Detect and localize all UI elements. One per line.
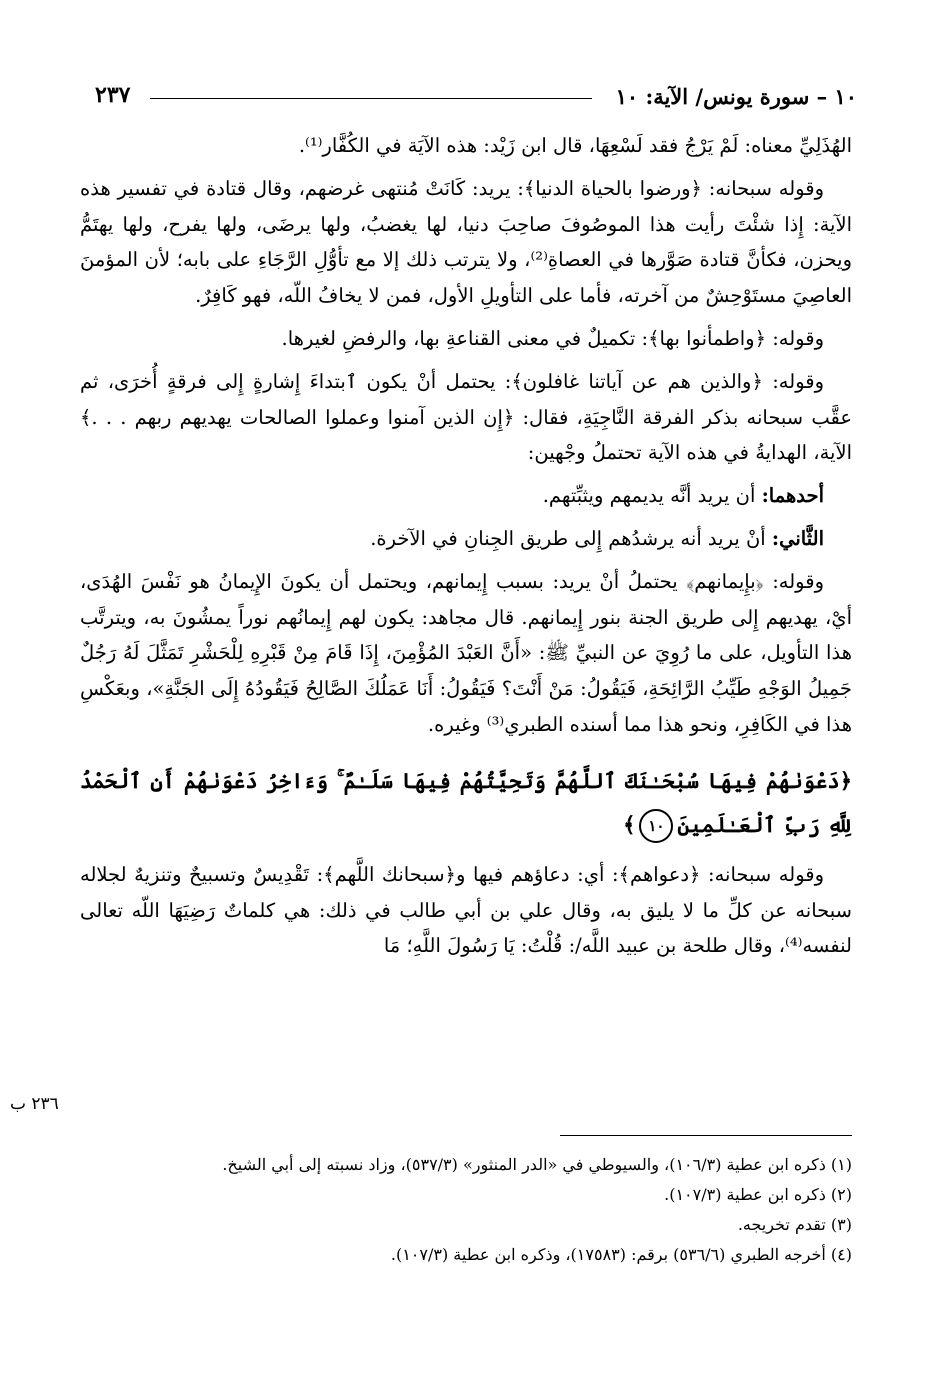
paragraph: وقوله سبحانه: ﴿ورضوا بالحياة الدنيا﴾: يريد: كَانَتْ مُنتهى غرضهم، وقال قتادة في تفسير هذه الآية: إِذا شئْتَ رأيت هذا الموصُوفَ صاحِبَ دنيا، لها يغضبُ، ولها يرضَى، ولها يفرح، ولها يهتَمُّ ويحزن، فكأنَّ قتادة صَوَّرها في العصاةِ⁽²⁾، ولا يترتب ذلك إلا مع تأوُّلِ الرَّجَاءِ على بابه؛ لأن المؤمنَ العاصِيَ مستَوْحِشٌ من آخرته، فأما على التأويلِ الأول، فمن لا يخافُ اللّه، فهو كَافِرٌ. — [80, 176, 852, 308]
header-rule — [150, 98, 592, 99]
paragraph: وقوله: ﴿واطمأنوا بها﴾: تكميلٌ في معنى القناعةِ بها، والرفضِ لغيرها. — [281, 326, 824, 350]
quran-verse-close: ﴾ — [623, 811, 636, 837]
main-text — [80, 128, 852, 971]
paragraph-text: أنْ يريد أنه يرشدُهم إِلى طريق الجِنانِ في الآخرة. — [370, 526, 772, 550]
paragraph — [80, 521, 852, 557]
ayah-number-mark: ١٠ — [639, 809, 673, 843]
footnote — [92, 1180, 852, 1210]
footnote — [92, 1210, 852, 1240]
footnote-rule — [560, 1135, 852, 1136]
footnote-number: (٣) — [830, 1215, 852, 1234]
footnote-text: أخرجه الطبري (٥٣٦/٦) برقم: (١٧٥٨٣)، وذكره ابن عطية (١٠٧/٣). — [390, 1245, 826, 1264]
footnote-text: تقدم تخريجه. — [737, 1215, 826, 1234]
footnote-number: (١) — [830, 1155, 852, 1174]
quran-verse — [80, 759, 852, 847]
header-title: ١٠ – سورة يونس/ الآية: ١٠ — [615, 84, 857, 109]
paragraph-text: أن يريد أنَّه يديمهم ويثبِّتهم. — [542, 484, 762, 508]
paragraph-label: الثَّاني: — [771, 526, 824, 550]
paragraph-label: أحدهما: — [761, 484, 824, 508]
footnote-number: (٤) — [830, 1245, 852, 1264]
footnote-number: (٢) — [830, 1185, 852, 1204]
manuscript-folio-note: ٢٣٦ ب — [10, 1094, 59, 1114]
paragraph — [80, 478, 852, 514]
paragraph: وقوله: ﴿والذين هم عن آياتنا غافلون﴾: يحتمل أنْ يكون ٱبتداءَ إِشارةٍ إِلى فرقةٍ أُخرَى، ثم عقَّب سبحانه بذكر الفرقة النَّاجِيَةِ، فقال: ﴿إِن الذين آمنوا وعملوا الصالحات يهديهم ربهم . . .﴾ الآية، الهدايةُ في هذه الآية تحتملُ وجْهين: — [80, 369, 852, 465]
quran-verse-text: ﴿دَعْوَىٰهُمْ فِيهَا سُبْحَـٰنَكَ ٱللَّهُمَّ وَتَحِيَّتُهُمْ فِيهَا سَلَـٰمٌ ۚ وَءَاخِرُ دَعْوَىٰهُمْ أَنِ ٱلْحَمْدُ لِلَّهِ رَبِّ ٱلْعَـٰلَمِينَ — [80, 767, 852, 837]
running-header — [95, 78, 857, 118]
paragraph: الهُذَلِيِّ معناه: لَمْ يَرْجُ فقد لَسْعِهَا، قال ابن زَيْد: هذه الآيَة في الكُفَّار⁽¹⁾. — [298, 134, 852, 157]
paragraph: وقوله سبحانه: ﴿دعواهم﴾: أي: دعاؤهم فيها و﴿سبحانك اللَّهم﴾: تَقْدِيسٌ وتسبيحٌ وتنزيهٌ لجلاله سبحانه عن كلِّ ما لا يليق به، وقال علي بن أبي طالب في ذلك: هي كلماتٌ رَضِيَهَا اللّه تعالى لنفسه⁽⁴⁾، وقال طلحة بن عبيد اللَّه/: قُلْتُ: يَا رَسُولَ اللَّهِ؛ مَا — [80, 862, 852, 958]
footnote — [92, 1150, 852, 1180]
page-number: ٢٣٧ — [95, 82, 131, 108]
footnote-text: ذكره ابن عطية (١٠٧/٣). — [664, 1185, 826, 1204]
footnotes — [92, 1150, 852, 1270]
footnote-text: ذكره ابن عطية (١٠٦/٣)، والسيوطي في «الدر المنثور» (٥٣٧/٣)، وزاد نسبته إلى أبي الشيخ. — [222, 1155, 826, 1174]
footnote — [92, 1240, 852, 1270]
paragraph: وقوله: ﴿بإِيمانهم﴾ يحتملُ أنْ يريد: بسبب إِيمانهم، ويحتمل أن يكونَ الإِيمانُ هو نَفْسَ الهُدَى، أيْ، يهديهم إِلى طريق الجنة بنور إِيمانهم. قال مجاهد: يكون لهم إِيمانُهم نوراً يمشُونَ به، ويترتَّب هذا التأويل، على ما رُوِيَ عن النبيِّ ﷺ: «أَنَّ العَبْدَ المُؤْمِنَ، إِذَا قَامَ مِنْ قَبْرِهِ لِلْحَشْرِ تَمَثَّلَ لَهُ رَجُلٌ جَمِيلُ الوَجْهِ طَيِّبُ الرَّائِحَةِ، فَيَقُولُ: مَنْ أَنْتَ؟ فَيَقُولُ: أَنَا عَمَلُكَ الصَّالِحُ فَيَقُودُهُ إِلَى الجَنَّةِ»، وبعَكْسِ هذا في الكَافِرِ، ونحو هذا مما أسنده الطبري⁽³⁾ وغيره. — [80, 569, 852, 736]
